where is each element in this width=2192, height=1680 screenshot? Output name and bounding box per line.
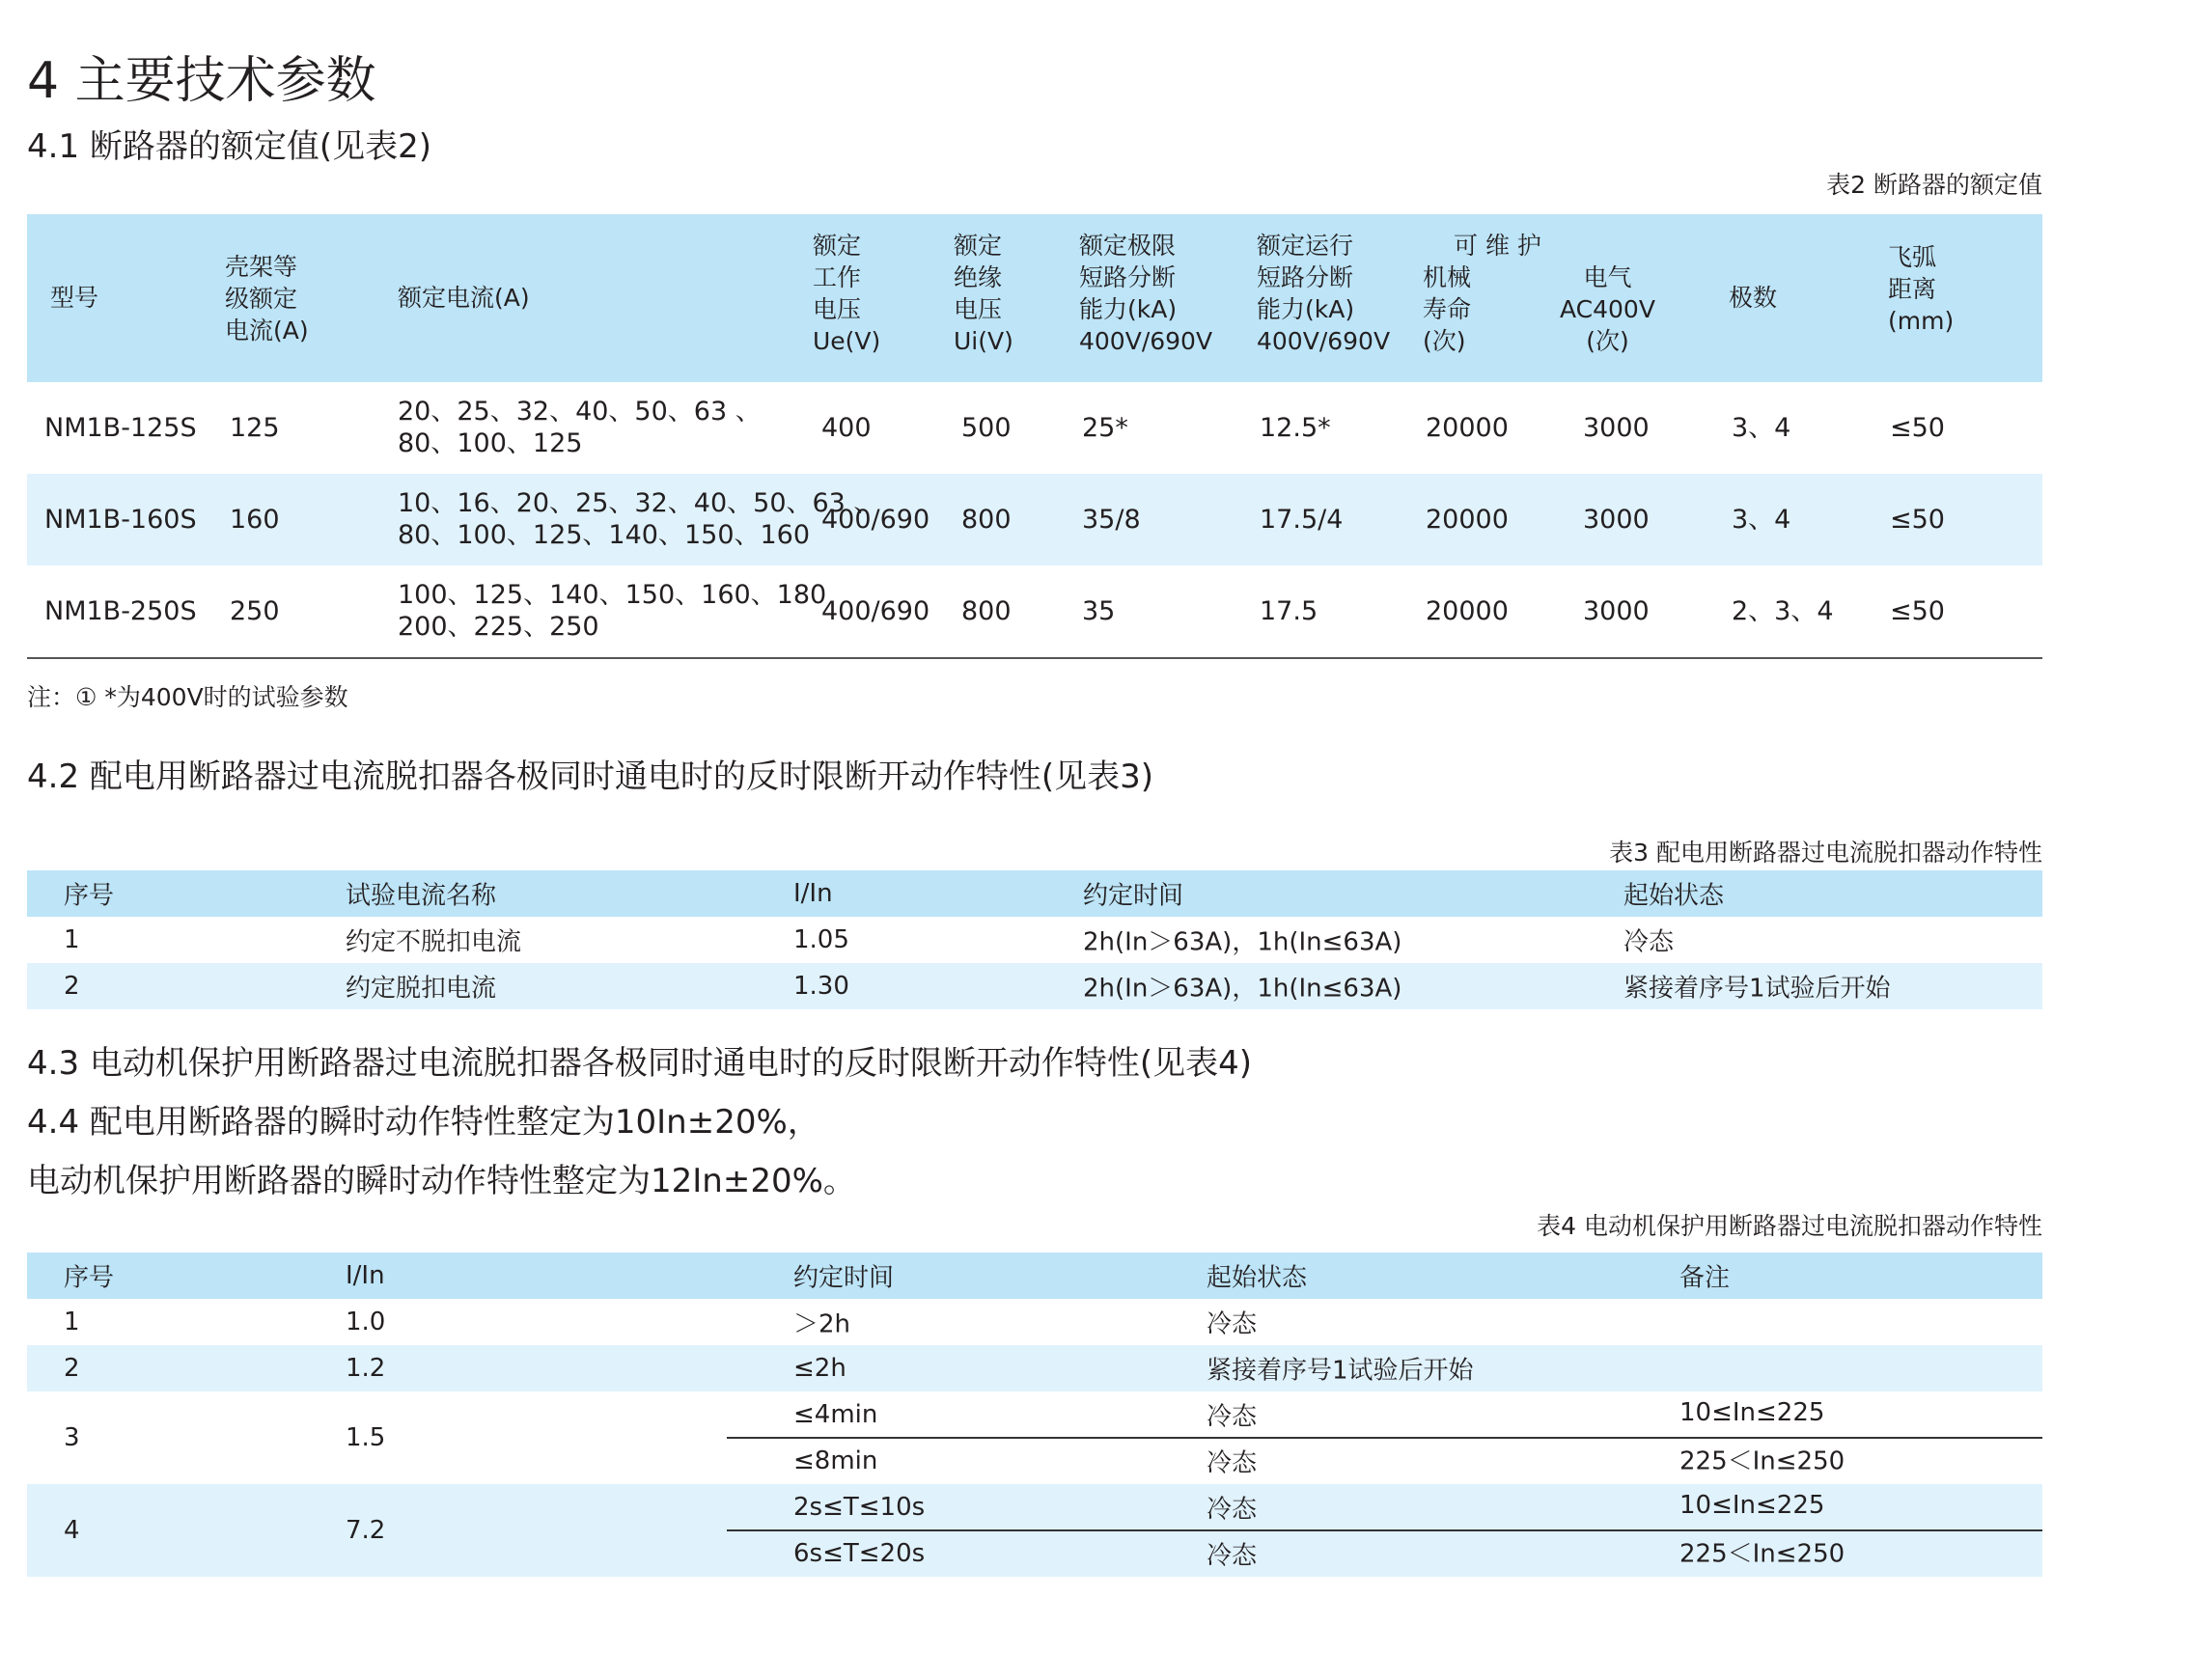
cell-mech: 20000 bbox=[1426, 413, 1509, 443]
th-no: 序号 bbox=[64, 881, 115, 911]
cell-i-in: 1.30 bbox=[793, 972, 849, 1001]
cell-conventional-time: 2s≤T≤10s bbox=[793, 1493, 926, 1522]
th-i-in: I/In bbox=[793, 879, 833, 908]
th-test-current-name: 试验电流名称 bbox=[346, 881, 497, 911]
cell-rated-current: 10、16、20、25、32、40、50、63 、 80、100、125、140、150、160 bbox=[398, 488, 880, 550]
cell-conventional-time: ≤2h bbox=[793, 1354, 846, 1383]
th-no: 序号 bbox=[64, 1263, 115, 1293]
table4-header bbox=[27, 1253, 2042, 1299]
cell-ue: 400/690 bbox=[821, 505, 930, 535]
table2-bottom-rule bbox=[27, 657, 2042, 659]
table2-note: 注：① *为400V时的试验参数 bbox=[27, 683, 348, 711]
cell-poles: 3、4 bbox=[1732, 505, 1791, 535]
cell-elec: 3000 bbox=[1583, 596, 1650, 626]
th-remarks: 备注 bbox=[1679, 1263, 1731, 1293]
table-row bbox=[27, 1345, 2042, 1391]
th-ultimate-breaking: 额定极限 短路分断 能力(kA) 400V/690V bbox=[1079, 232, 1213, 355]
cell-initial-state: 冷态 bbox=[1207, 1402, 1258, 1432]
th-initial-state: 起始状态 bbox=[1623, 881, 1725, 911]
th-electrical-life: 电气 AC400V (次) bbox=[1560, 263, 1655, 355]
cell-icu: 35/8 bbox=[1082, 505, 1141, 535]
cell-ics: 17.5 bbox=[1260, 596, 1318, 626]
section-4-4-motor-line: 电动机保护用断路器的瞬时动作特性整定为12In±20%。 bbox=[27, 1162, 856, 1200]
cell-icu: 35 bbox=[1082, 596, 1116, 626]
table2-caption: 表2 断路器的额定值 bbox=[1826, 171, 2042, 199]
th-service-breaking: 额定运行 短路分断 能力(kA) 400V/690V bbox=[1257, 232, 1391, 355]
cell-frame: 160 bbox=[230, 505, 280, 535]
cell-ics: 17.5/4 bbox=[1260, 505, 1344, 535]
cell-i-in: 1.05 bbox=[793, 925, 849, 954]
cell-remarks: 10≤In≤225 bbox=[1679, 1398, 1825, 1427]
cell-no: 4 bbox=[64, 1516, 80, 1545]
distribution-breaker-trip-table bbox=[27, 870, 2042, 1009]
th-maintainable: 可 维 护 bbox=[1454, 232, 1541, 260]
cell-no: 3 bbox=[64, 1423, 80, 1452]
cell-conventional-time: ＞2h bbox=[793, 1309, 851, 1339]
table-row bbox=[27, 917, 2042, 963]
cell-initial-state: 冷态 bbox=[1207, 1495, 1258, 1525]
th-rated-current: 额定电流(A) bbox=[398, 284, 530, 312]
cell-conventional-time: ≤4min bbox=[793, 1400, 878, 1429]
th-initial-state: 起始状态 bbox=[1207, 1263, 1308, 1293]
th-frame-current: 壳架等 级额定 电流(A) bbox=[225, 253, 309, 344]
th-insulation-voltage: 额定 绝缘 电压 Ui(V) bbox=[954, 232, 1013, 355]
th-rated-voltage: 额定 工作 电压 Ue(V) bbox=[813, 232, 881, 355]
th-conventional-time: 约定时间 bbox=[1083, 881, 1184, 911]
cell-elec: 3000 bbox=[1583, 413, 1650, 443]
section-4-1-heading: 4.1 断路器的额定值(见表2) bbox=[27, 127, 432, 166]
cell-arc: ≤50 bbox=[1890, 413, 1945, 443]
cell-model: NM1B-125S bbox=[44, 413, 197, 443]
cell-frame: 125 bbox=[230, 413, 280, 443]
cell-test-current-name: 约定不脱扣电流 bbox=[346, 927, 522, 957]
cell-rated-current: 20、25、32、40、50、63 、 80、100、125 bbox=[398, 397, 762, 458]
cell-no: 2 bbox=[64, 1354, 80, 1383]
table3-header bbox=[27, 870, 2042, 917]
section-4-2-heading: 4.2 配电用断路器过电流脱扣器各极同时通电时的反时限断开动作特性(见表3) bbox=[27, 757, 1154, 796]
th-arc-distance: 飞弧 距离 (mm) bbox=[1888, 243, 1955, 335]
cell-ue: 400 bbox=[821, 413, 872, 443]
cell-ui: 800 bbox=[961, 505, 1012, 535]
cell-initial-state: 紧接着序号1试验后开始 bbox=[1623, 974, 1891, 1004]
cell-ui: 500 bbox=[961, 413, 1012, 443]
table-row-group bbox=[27, 1484, 2042, 1577]
cell-mech: 20000 bbox=[1426, 596, 1509, 626]
cell-conventional-time: ≤8min bbox=[793, 1446, 878, 1475]
cell-remarks: 225＜In≤250 bbox=[1679, 1539, 1845, 1569]
cell-poles: 3、4 bbox=[1732, 413, 1791, 443]
cell-poles: 2、3、4 bbox=[1732, 596, 1834, 626]
cell-i-in: 7.2 bbox=[346, 1516, 386, 1545]
cell-i-in: 1.5 bbox=[346, 1423, 386, 1452]
section-4-3-heading: 4.3 电动机保护用断路器过电流脱扣器各极同时通电时的反时限断开动作特性(见表4) bbox=[27, 1044, 1253, 1083]
cell-model: NM1B-250S bbox=[44, 596, 197, 626]
table4-caption: 表4 电动机保护用断路器过电流脱扣器动作特性 bbox=[1537, 1212, 2042, 1240]
th-model: 型号 bbox=[50, 284, 99, 312]
sub-row-divider bbox=[727, 1529, 2042, 1531]
cell-test-current-name: 约定脱扣电流 bbox=[346, 974, 497, 1004]
cell-conventional-time: 2h(In＞63A)，1h(In≤63A) bbox=[1083, 974, 1402, 1004]
cell-initial-state: 冷态 bbox=[1207, 1541, 1258, 1571]
cell-remarks: 10≤In≤225 bbox=[1679, 1491, 1825, 1520]
table-row-group bbox=[27, 1391, 2042, 1484]
cell-elec: 3000 bbox=[1583, 505, 1650, 535]
cell-model: NM1B-160S bbox=[44, 505, 197, 535]
sub-row-divider bbox=[727, 1437, 2042, 1439]
cell-conventional-time: 6s≤T≤20s bbox=[793, 1539, 926, 1568]
cell-ue: 400/690 bbox=[821, 596, 930, 626]
cell-initial-state: 紧接着序号1试验后开始 bbox=[1207, 1356, 1474, 1386]
table-row bbox=[27, 474, 2042, 565]
table2-header bbox=[27, 214, 2042, 382]
th-i-in: I/In bbox=[346, 1261, 385, 1290]
cell-initial-state: 冷态 bbox=[1623, 927, 1675, 957]
table-row bbox=[27, 382, 2042, 474]
th-mechanical-life: 机械 寿命 (次) bbox=[1423, 263, 1472, 355]
cell-mech: 20000 bbox=[1426, 505, 1509, 535]
cell-i-in: 1.0 bbox=[346, 1308, 386, 1336]
cell-no: 1 bbox=[64, 925, 80, 954]
cell-arc: ≤50 bbox=[1890, 505, 1945, 535]
cell-conventional-time: 2h(In＞63A)，1h(In≤63A) bbox=[1083, 927, 1402, 957]
th-conventional-time: 约定时间 bbox=[793, 1263, 895, 1293]
motor-breaker-trip-table bbox=[27, 1253, 2042, 1577]
cell-no: 1 bbox=[64, 1308, 80, 1336]
th-poles: 极数 bbox=[1729, 284, 1778, 312]
table-row bbox=[27, 1299, 2042, 1345]
cell-no: 2 bbox=[64, 972, 80, 1001]
cell-ics: 12.5* bbox=[1260, 413, 1331, 443]
table-row bbox=[27, 963, 2042, 1009]
rated-values-table bbox=[27, 214, 2042, 659]
cell-initial-state: 冷态 bbox=[1207, 1309, 1258, 1339]
section-4-4-heading: 4.4 配电用断路器的瞬时动作特性整定为10In±20%， bbox=[27, 1103, 820, 1142]
cell-rated-current: 100、125、140、150、160、180 200、225、250 bbox=[398, 580, 827, 642]
cell-remarks: 225＜In≤250 bbox=[1679, 1446, 1845, 1476]
cell-i-in: 1.2 bbox=[346, 1354, 386, 1383]
table3-caption: 表3 配电用断路器过电流脱扣器动作特性 bbox=[1609, 839, 2042, 867]
cell-arc: ≤50 bbox=[1890, 596, 1945, 626]
cell-frame: 250 bbox=[230, 596, 280, 626]
cell-ui: 800 bbox=[961, 596, 1012, 626]
cell-initial-state: 冷态 bbox=[1207, 1448, 1258, 1478]
page-title: 4 主要技术参数 bbox=[27, 52, 376, 110]
cell-icu: 25* bbox=[1082, 413, 1128, 443]
table-row bbox=[27, 565, 2042, 657]
